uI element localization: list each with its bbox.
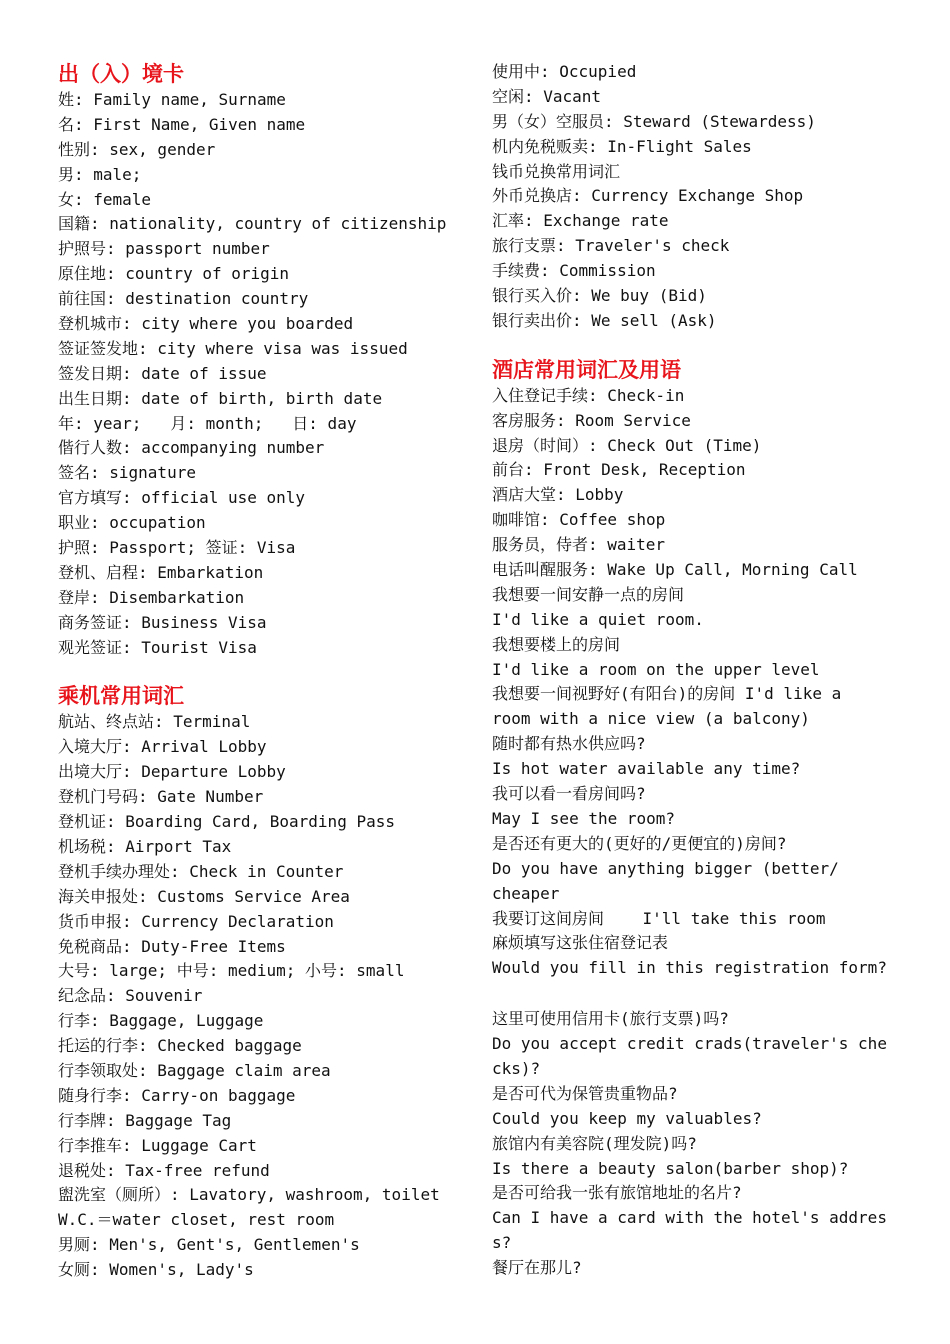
vocab-line: s? xyxy=(492,1233,512,1253)
vocab-line: cheaper xyxy=(492,883,560,903)
vocab-line: 前往国: destination country xyxy=(58,289,309,309)
vocab-line: 登机手续办理处: Check in Counter xyxy=(58,861,344,881)
vocab-line: May I see the room? xyxy=(492,808,676,828)
vocab-line: 托运的行李: Checked baggage xyxy=(58,1036,302,1056)
vocab-line: 行李推车: Luggage Cart xyxy=(58,1135,257,1155)
hotel-vocab-list xyxy=(492,384,912,981)
vocab-line: 登机证: Boarding Card, Boarding Pass xyxy=(58,812,395,832)
vocab-line: 登机门号码: Gate Number xyxy=(58,787,264,807)
vocab-line: 前台: Front Desk, Reception xyxy=(492,460,746,480)
vocab-line: Would you fill in this registration form? xyxy=(492,958,887,978)
vocab-line: 手续费: Commission xyxy=(492,261,656,281)
vocab-line: 机场税: Airport Tax xyxy=(58,836,232,856)
vocab-line: 我可以看一看房间吗? xyxy=(492,784,646,804)
vocab-line: 退税处: Tax-free refund xyxy=(58,1160,270,1180)
vocab-line: 我想要一间安静一点的房间 xyxy=(492,584,685,604)
vocab-line: 纪念品: Souvenir xyxy=(58,986,203,1006)
vocab-line: 签名: signature xyxy=(58,463,196,483)
vocab-line: Could you keep my valuables? xyxy=(492,1108,762,1128)
vocab-line: 汇率: Exchange rate xyxy=(492,211,669,231)
vocab-line: 免税商品: Duty-Free Items xyxy=(58,936,286,956)
vocab-line: 银行买入价: We buy (Bid) xyxy=(492,286,707,306)
vocab-line: 使用中: Occupied xyxy=(492,62,637,81)
vocab-line: 签证签发地: city where visa was issued xyxy=(58,338,408,358)
vocab-line: 性别: sex, gender xyxy=(58,139,216,159)
vocab-line: 航站、终点站: Terminal xyxy=(58,712,251,732)
vocab-line: Is there a beauty salon(barber shop)? xyxy=(492,1158,849,1178)
vocab-line: cks)? xyxy=(492,1058,541,1078)
vocab-line: 这里可使用信用卡(旅行支票)吗? xyxy=(492,1009,729,1029)
vocab-line: 货币申报: Currency Declaration xyxy=(58,911,334,931)
vocab-line: 电话叫醒服务: Wake Up Call, Morning Call xyxy=(492,560,858,580)
vocab-line: W.C.＝water closet, rest room xyxy=(58,1210,335,1230)
vocab-line: I'd like a quiet room. xyxy=(492,609,704,629)
vocab-line: 出生日期: date of birth, birth date xyxy=(58,388,383,408)
vocab-line: 是否可给我一张有旅馆地址的名片? xyxy=(492,1183,742,1203)
vocab-line: 是否还有更大的(更好的/更便宜的)房间? xyxy=(492,833,787,853)
vocab-line: 钱币兑换常用词汇 xyxy=(492,161,621,181)
vocab-line: room with a nice view (a balcony) xyxy=(492,709,810,729)
hotel-questions-list xyxy=(492,1007,912,1281)
vocab-line: 是否可代为保管贵重物品? xyxy=(492,1083,678,1103)
section-title-boarding-vocab: 乘机常用词汇 xyxy=(58,684,184,709)
vocab-line: 行李牌: Baggage Tag xyxy=(58,1110,232,1130)
vocab-line: 观光签证: Tourist Visa xyxy=(58,637,257,657)
vocab-line: 出境大厅: Departure Lobby xyxy=(58,762,286,782)
vocab-line: 官方填写: official use only xyxy=(58,488,306,508)
vocab-line: 随身行李: Carry-on baggage xyxy=(58,1085,296,1105)
vocab-line: 旅行支票: Traveler's check xyxy=(492,236,730,256)
vocab-line: 姓: Family name, Surname xyxy=(58,90,286,109)
section-spacer xyxy=(58,660,468,682)
vocab-line: 酒店大堂: Lobby xyxy=(492,485,624,505)
vocab-line: 职业: occupation xyxy=(58,513,206,533)
vocab-line: 护照号: passport number xyxy=(58,239,270,259)
vocab-line: 服务员，侍者: waiter xyxy=(492,535,666,555)
vocab-line: 咖啡馆: Coffee shop xyxy=(492,510,666,530)
vocab-line: 名: First Name, Given name xyxy=(58,114,306,134)
vocab-line: 我要订这间房间 I'll take this room xyxy=(492,908,826,928)
vocab-line: 外币兑换店: Currency Exchange Shop xyxy=(492,186,804,206)
vocab-line: 护照: Passport; 签证: Visa xyxy=(58,538,296,558)
right-column xyxy=(492,60,912,1281)
boarding-vocab-list xyxy=(58,710,468,1282)
vocab-line: 我想要楼上的房间 xyxy=(492,634,621,654)
vocab-line: 登岸: Disembarkation xyxy=(58,587,245,607)
vocab-line: Is hot water available any time? xyxy=(492,759,801,779)
vocab-line: I'd like a room on the upper level xyxy=(492,659,820,679)
immigration-card-list xyxy=(58,88,468,660)
vocab-line: 大号: large; 中号: medium; 小号: small xyxy=(58,961,405,981)
section-spacer xyxy=(492,981,912,1007)
vocab-line: 签发日期: date of issue xyxy=(58,363,267,383)
vocab-line: 女厕: Women's, Lady's xyxy=(58,1260,254,1280)
vocab-line: 麻烦填写这张住宿登记表 xyxy=(492,933,669,953)
vocab-line: 随时都有热水供应吗? xyxy=(492,734,646,754)
vocab-line: Do you accept credit crads(traveler's che xyxy=(492,1034,887,1054)
vocab-line: 入住登记手续: Check-in xyxy=(492,385,685,405)
vocab-line: 空闲: Vacant xyxy=(492,86,602,106)
left-column xyxy=(58,60,468,1283)
section-spacer xyxy=(492,334,912,356)
section-title-hotel-vocab: 酒店常用词汇及用语 xyxy=(492,357,681,382)
vocab-line: 退房（时间）: Check Out (Time) xyxy=(492,435,762,455)
vocab-line: 海关申报处: Customs Service Area xyxy=(58,886,350,906)
vocab-line: 男厕: Men's, Gent's, Gentlemen's xyxy=(58,1235,360,1255)
vocab-line: 男: male; xyxy=(58,164,142,184)
vocab-line: 客房服务: Room Service xyxy=(492,410,691,430)
vocab-line: Can I have a card with the hotel's addres xyxy=(492,1208,887,1228)
section-title-immigration-card: 出（入）境卡 xyxy=(58,62,184,86)
vocab-line: 男（女）空服员: Steward (Stewardess) xyxy=(492,111,816,131)
vocab-line: 偕行人数: accompanying number xyxy=(58,438,325,458)
vocab-line: 登机城市: city where you boarded xyxy=(58,314,354,334)
vocab-line: 原住地: country of origin xyxy=(58,264,290,284)
vocab-line: 女: female xyxy=(58,189,152,209)
vocab-line: 行李: Baggage, Luggage xyxy=(58,1011,264,1031)
vocab-line: 旅馆内有美容院(理发院)吗? xyxy=(492,1133,697,1153)
vocab-line: 年: year; 月: month; 日: day xyxy=(58,413,357,433)
vocab-line: Do you have anything bigger (better/ xyxy=(492,858,839,878)
vocab-line: 餐厅在那儿? xyxy=(492,1258,582,1278)
vocab-line: 银行卖出价: We sell (Ask) xyxy=(492,310,717,330)
vocab-line: 我想要一间视野好(有阳台)的房间 I'd like a xyxy=(492,684,842,704)
vocab-line: 商务签证: Business Visa xyxy=(58,612,267,632)
inflight-currency-list xyxy=(492,60,912,334)
vocab-line: 登机、启程: Embarkation xyxy=(58,562,264,582)
vocab-line: 入境大厅: Arrival Lobby xyxy=(58,737,267,757)
vocab-line: 国籍: nationality, country of citizenship xyxy=(58,214,447,234)
vocab-line: 机内免税贩卖: In-Flight Sales xyxy=(492,136,752,156)
vocab-line: 盥洗室（厕所）: Lavatory, washroom, toilet xyxy=(58,1185,440,1205)
vocab-line: 行李领取处: Baggage claim area xyxy=(58,1060,331,1080)
